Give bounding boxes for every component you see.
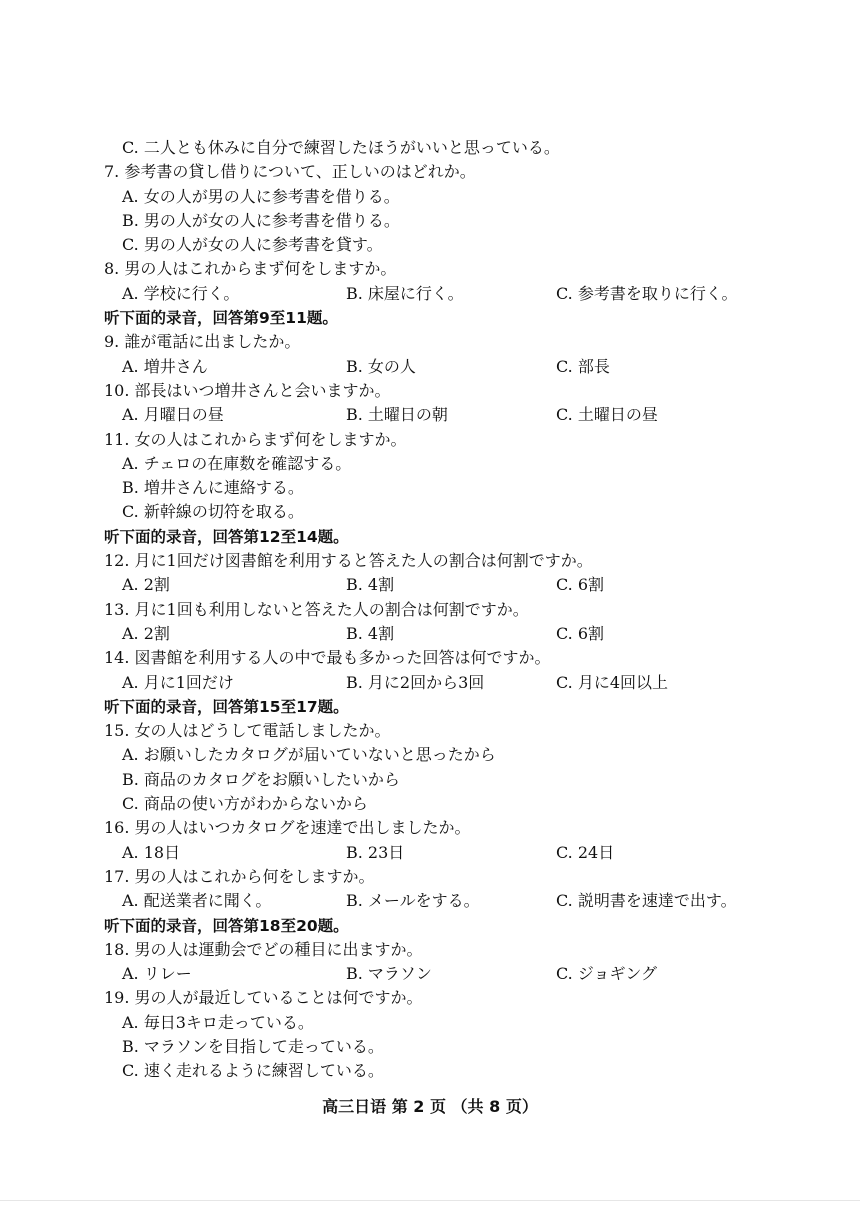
option-a: A. 2割 xyxy=(122,575,170,595)
options-row xyxy=(104,841,804,865)
section-instruction: 听下面的录音，回答第9至11题。 xyxy=(104,309,338,328)
option-c: C. 土曜日の昼 xyxy=(556,405,658,425)
option-a: A. 増井さん xyxy=(122,356,208,376)
options-row xyxy=(104,671,804,695)
options-row xyxy=(104,889,804,913)
section-instruction: 听下面的录音，回答第12至14题。 xyxy=(104,527,349,546)
option-b: B. 23日 xyxy=(346,842,405,862)
option-line: B. 増井さんに連絡する。 xyxy=(122,478,304,498)
page-edge xyxy=(0,1200,860,1201)
option-a: A. 月曜日の昼 xyxy=(122,405,224,425)
option-a: A. 18日 xyxy=(122,842,181,862)
option-b: B. 床屋に行く。 xyxy=(346,283,464,303)
question-line: 7. 参考書の貸し借りについて、正しいのはどれか。 xyxy=(104,162,476,182)
question-line: 19. 男の人が最近していることは何ですか。 xyxy=(104,988,423,1008)
page-footer: 高三日语 第 2 页 （共 8 页） xyxy=(322,1097,538,1116)
question-line: 13. 月に1回も利用しないと答えた人の割合は何割ですか。 xyxy=(104,599,529,619)
option-c: C. 月に4回以上 xyxy=(556,672,669,692)
option-b: B. 4割 xyxy=(346,575,395,595)
question-line: 16. 男の人はいつカタログを速達で出しましたか。 xyxy=(104,818,471,838)
option-line: A. 女の人が男の人に参考書を借りる。 xyxy=(122,186,400,206)
option-line: A. チェロの在庫数を確認する。 xyxy=(122,453,352,473)
option-line: C. 商品の使い方がわからないから xyxy=(122,794,368,814)
question-line: 9. 誰が電話に出ましたか。 xyxy=(104,332,301,352)
option-a: A. リレー xyxy=(122,964,192,984)
question-line: 8. 男の人はこれからまず何をしますか。 xyxy=(104,259,397,279)
option-a: A. 学校に行く。 xyxy=(122,283,240,303)
question-line: 10. 部長はいつ増井さんと会いますか。 xyxy=(104,380,391,400)
option-line: A. 毎日3キロ走っている。 xyxy=(122,1012,314,1032)
options-row xyxy=(104,403,804,427)
option-b: B. 土曜日の朝 xyxy=(346,405,448,425)
question-line: 14. 図書館を利用する人の中で最も多かった回答は何ですか。 xyxy=(104,648,551,668)
options-row xyxy=(104,355,804,379)
option-line: C. 男の人が女の人に参考書を貸す。 xyxy=(122,235,383,255)
option-a: A. 配送業者に聞く。 xyxy=(122,891,272,911)
option-line: C. 二人とも休みに自分で練習したほうがいいと思っている。 xyxy=(122,138,560,157)
section-instruction: 听下面的录音，回答第15至17题。 xyxy=(104,697,349,716)
option-line: B. 男の人が女の人に参考書を借りる。 xyxy=(122,210,400,230)
options-row xyxy=(104,622,804,646)
option-c: C. 参考書を取りに行く。 xyxy=(556,283,738,303)
option-b: B. マラソン xyxy=(346,964,432,984)
option-line: B. 商品のカタログをお願いしたいから xyxy=(122,769,400,789)
question-line: 17. 男の人はこれから何をしますか。 xyxy=(104,866,375,886)
option-c: C. 部長 xyxy=(556,356,610,376)
option-c: C. 24日 xyxy=(556,842,615,862)
option-c: C. 6割 xyxy=(556,575,605,595)
option-line: C. 速く走れるように練習している。 xyxy=(122,1061,384,1081)
option-line: C. 新幹線の切符を取る。 xyxy=(122,502,304,522)
question-line: 18. 男の人は運動会でどの種目に出ますか。 xyxy=(104,939,423,959)
exam-content xyxy=(104,136,804,1084)
option-c: C. 説明書を速達で出す。 xyxy=(556,891,737,911)
option-b: B. メールをする。 xyxy=(346,891,480,911)
option-line: A. お願いしたカタログが届いていないと思ったから xyxy=(122,745,496,765)
question-line: 15. 女の人はどうして電話しましたか。 xyxy=(104,721,391,741)
options-row xyxy=(104,282,804,306)
section-instruction: 听下面的录音，回答第18至20题。 xyxy=(104,916,349,935)
option-c: C. 6割 xyxy=(556,623,605,643)
option-c: C. ジョギング xyxy=(556,964,658,984)
question-line: 11. 女の人はこれからまず何をしますか。 xyxy=(104,429,407,449)
question-line: 12. 月に1回だけ図書館を利用すると答えた人の割合は何割ですか。 xyxy=(104,551,593,571)
option-a: A. 2割 xyxy=(122,623,170,643)
option-b: B. 4割 xyxy=(346,623,395,643)
option-b: B. 月に2回から3回 xyxy=(346,672,485,692)
option-line: B. マラソンを目指して走っている。 xyxy=(122,1036,384,1056)
option-a: A. 月に1回だけ xyxy=(122,672,234,692)
options-row xyxy=(104,573,804,597)
options-row xyxy=(104,962,804,986)
option-b: B. 女の人 xyxy=(346,356,416,376)
